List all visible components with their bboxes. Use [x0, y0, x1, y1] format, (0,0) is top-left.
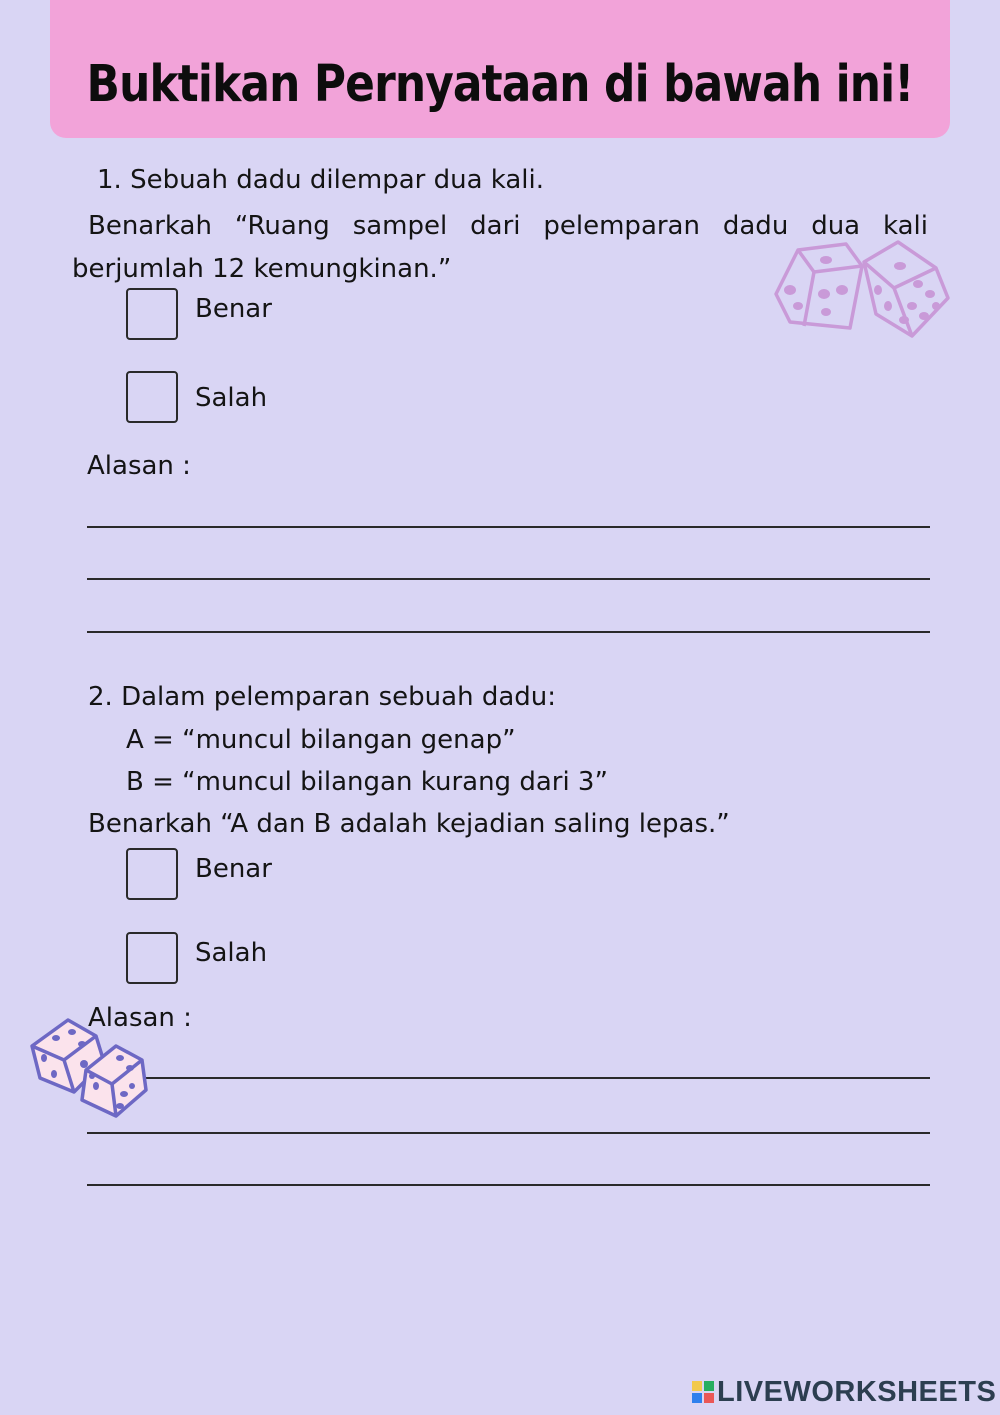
dice-pair-icon-top: [768, 232, 958, 347]
question-1-statement: Benarkah “Ruang sampel dari pelemparan dadu dua kali berjumlah 12 kemungkinan.”: [72, 211, 928, 284]
q1-reason-label: Alasan :: [87, 451, 191, 481]
dice-pair-icon-bottom: [24, 1012, 152, 1124]
q2-answer-line-3[interactable]: [87, 1184, 930, 1186]
liveworksheets-grid-icon: [692, 1381, 714, 1403]
page-title: Buktikan Pernyataan di bawah ini!: [86, 55, 914, 114]
q1-salah-label: Salah: [195, 383, 268, 413]
question-1-intro: [97, 164, 544, 196]
question-2-event-a: A = “muncul bilangan genap”: [126, 725, 516, 755]
q2-salah-label: Salah: [195, 938, 268, 968]
liveworksheets-brand: LIVEWORKSHEETS: [717, 1376, 997, 1408]
q1-answer-line-2[interactable]: [87, 578, 930, 580]
q1-benar-label: Benar: [195, 294, 272, 324]
q1-benar-checkbox[interactable]: [126, 288, 178, 340]
question-2-event-b: B = “muncul bilangan kurang dari 3”: [126, 767, 608, 797]
question-2-intro: 2. Dalam pelemparan sebuah dadu:: [88, 682, 556, 712]
q2-reason-label: Alasan :: [88, 1003, 192, 1033]
liveworksheets-logo[interactable]: [692, 1376, 996, 1408]
q2-salah-checkbox[interactable]: [126, 932, 178, 984]
q1-answer-line-3[interactable]: [87, 631, 930, 633]
q2-benar-label: Benar: [195, 854, 272, 884]
question-1-intro-text: Sebuah dadu dilempar dua kali.: [130, 165, 545, 195]
q1-salah-checkbox[interactable]: [126, 371, 178, 423]
q1-answer-line-1[interactable]: [87, 526, 930, 528]
q2-benar-checkbox[interactable]: [126, 848, 178, 900]
question-2-statement: Benarkah “A dan B adalah kejadian saling lepas.”: [88, 809, 730, 839]
q2-answer-line-1[interactable]: [87, 1077, 930, 1079]
question-1-number: 1.: [97, 165, 122, 195]
q2-answer-line-2[interactable]: [87, 1132, 930, 1134]
